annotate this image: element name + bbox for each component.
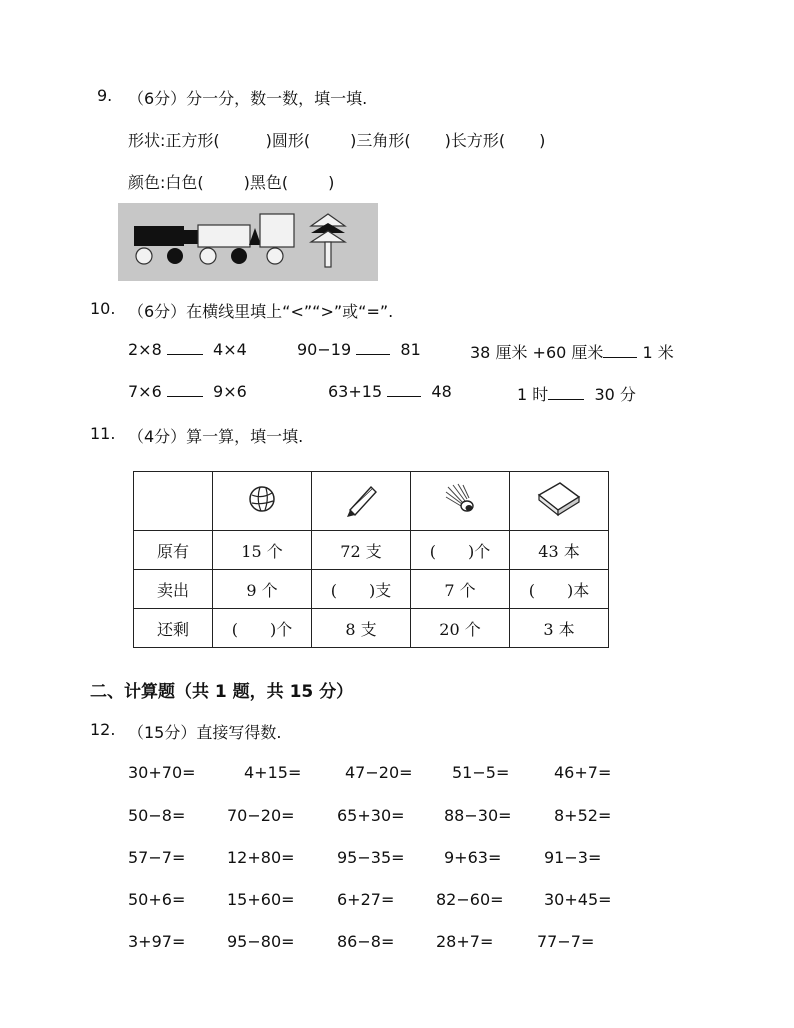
table-row [134, 570, 609, 609]
answer-blank[interactable] [387, 382, 421, 397]
section-2-title: 二、计算题（共 1 题，共 15 分） [90, 682, 354, 702]
question-9-header: （6分）分一分，数一数，填一填. [128, 89, 368, 108]
shapes-picture [118, 203, 378, 281]
table-cell: 72 支 [312, 531, 411, 570]
table-cell-blank[interactable]: ( )本 [510, 570, 609, 609]
answer-blank[interactable] [603, 343, 637, 358]
calc-problem: 51−5= [452, 763, 510, 782]
table-cell: 3 本 [510, 609, 609, 648]
table-cell: 9 个 [213, 570, 312, 609]
table-cell: 7 个 [411, 570, 510, 609]
row-label-remaining: 还剩 [134, 609, 213, 648]
table-cell: 8 支 [312, 609, 411, 648]
calc-problem: 3+97= [128, 932, 186, 951]
q10-item-4: 7×6 9×6 [128, 382, 247, 401]
book-icon [510, 472, 609, 531]
table-cell-blank[interactable]: ( )个 [411, 531, 510, 570]
table-cell: 43 本 [510, 531, 609, 570]
q10-item-2: 90−19 81 [297, 340, 421, 359]
answer-blank[interactable] [167, 382, 203, 397]
q9-color-line [128, 170, 334, 193]
ball-icon [213, 472, 312, 531]
calc-problem: 9+63= [444, 848, 502, 867]
table-row [134, 531, 609, 570]
q10-item-6: 1 时 30 分 [517, 385, 636, 404]
calc-problem: 82−60= [436, 890, 504, 909]
calc-problem: 95−35= [337, 848, 405, 867]
q9-color-close: ) [328, 173, 335, 192]
q10-item-3: 38 厘米 +60 厘米 1 米 [470, 343, 674, 362]
calc-problem: 88−30= [444, 806, 512, 825]
shapes-train-icon [118, 203, 378, 281]
question-12-header: （15分）直接写得数. [128, 723, 282, 742]
calc-problem: 50−8= [128, 806, 186, 825]
q10-item-5: 63+15 48 [328, 382, 452, 401]
calc-problem: 57−7= [128, 848, 186, 867]
question-11-number: 11. [90, 424, 116, 443]
calc-problem: 12+80= [227, 848, 295, 867]
table-cell-blank[interactable]: ( )支 [312, 570, 411, 609]
calc-problem: 86−8= [337, 932, 395, 951]
shuttlecock-icon [411, 472, 510, 531]
q9-shape-label: 形状: [128, 131, 166, 150]
q9-shape-circle: )圆形( [265, 131, 311, 150]
calc-problem: 65+30= [337, 806, 405, 825]
calc-problem: 47−20= [345, 763, 413, 782]
calc-problem: 28+7= [436, 932, 494, 951]
table-header-row [134, 472, 609, 531]
calc-problem: 50+6= [128, 890, 186, 909]
answer-blank[interactable] [356, 340, 390, 355]
row-label-sold: 卖出 [134, 570, 213, 609]
q9-shape-line [128, 128, 545, 151]
table-row [134, 609, 609, 648]
pencil-icon [312, 472, 411, 531]
question-11-header: （4分）算一算，填一填. [128, 427, 304, 446]
calc-problem: 15+60= [227, 890, 295, 909]
q9-color-label: 颜色: [128, 173, 166, 192]
calc-problem: 4+15= [244, 763, 302, 782]
q9-shape-triangle: )三角形( [350, 131, 411, 150]
table-cell: 20 个 [411, 609, 510, 648]
calc-problem: 8+52= [554, 806, 612, 825]
calc-problem: 30+70= [128, 763, 196, 782]
table-cell-blank[interactable]: ( )个 [213, 609, 312, 648]
q9-shape-square: 正方形( [165, 131, 220, 150]
table-cell: 15 个 [213, 531, 312, 570]
inventory-table [133, 471, 609, 648]
question-10-header: （6分）在横线里填上“<”“>”或“=”. [128, 302, 394, 321]
question-12-number: 12. [90, 720, 116, 739]
calc-problem: 70−20= [227, 806, 295, 825]
table-corner-cell [134, 472, 213, 531]
calc-problem: 77−7= [537, 932, 595, 951]
calc-problem: 30+45= [544, 890, 612, 909]
q9-shape-rectangle: )长方形( [444, 131, 506, 150]
row-label-original: 原有 [134, 531, 213, 570]
question-10-number: 10. [90, 299, 116, 318]
q9-shape-close: ) [539, 131, 546, 150]
question-9-number: 9. [97, 86, 113, 105]
answer-blank[interactable] [167, 340, 203, 355]
q9-color-black: )黑色( [243, 173, 289, 192]
calc-problem: 46+7= [554, 763, 612, 782]
calc-problem: 91−3= [544, 848, 602, 867]
calc-problem: 6+27= [337, 890, 395, 909]
q9-color-white: 白色( [165, 173, 204, 192]
answer-blank[interactable] [548, 385, 584, 400]
calc-problem: 95−80= [227, 932, 295, 951]
q10-item-1: 2×8 4×4 [128, 340, 247, 359]
